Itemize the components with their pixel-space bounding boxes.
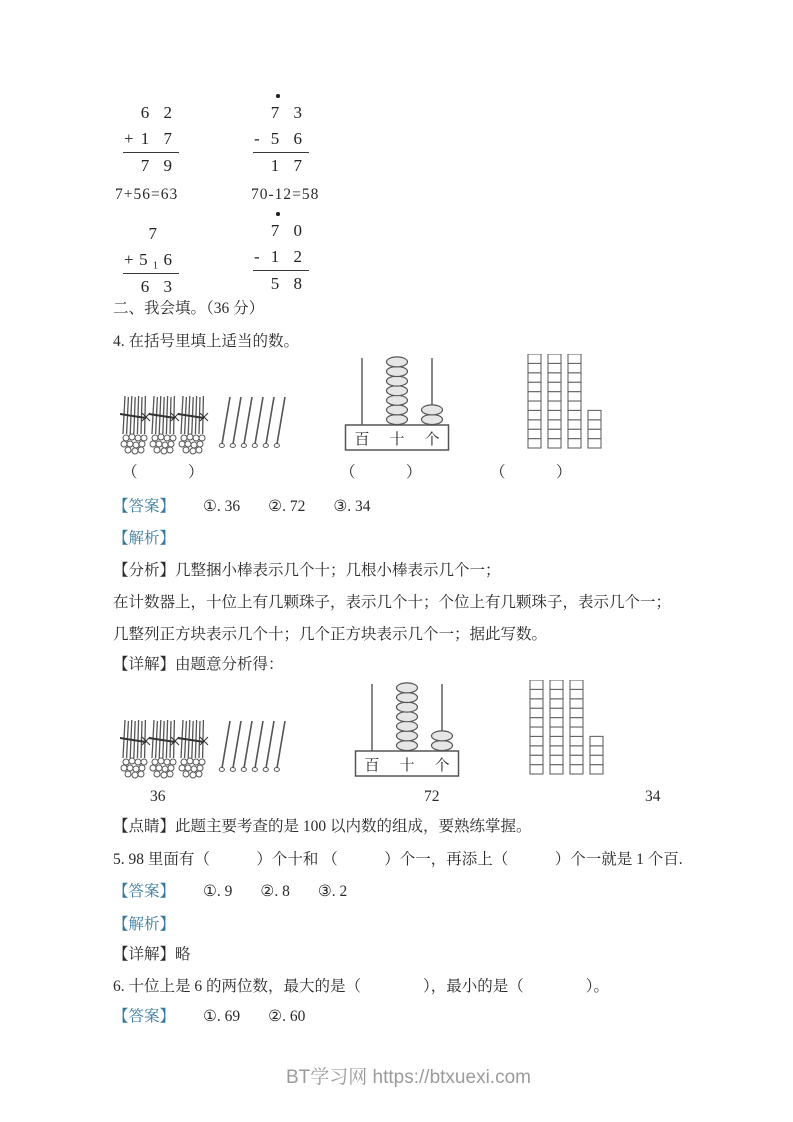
- section-heading: 二、我会填。（36 分）: [113, 300, 265, 317]
- bundled-sticks-figure: [120, 716, 288, 780]
- second-operand-row: [253, 126, 309, 153]
- vertical-problem-1: [123, 100, 179, 179]
- vertical-problem-2: [253, 100, 309, 179]
- analysis-line: 【分析】几整捆小棒表示几个十；几根小棒表示几个一；: [113, 562, 501, 579]
- abacus-counter-figure: [354, 682, 460, 779]
- answer-item: ①. 36: [203, 498, 241, 515]
- analysis-line: 几整列正方块表示几个十；几个正方块表示几个一；据此写数。: [113, 626, 548, 643]
- svg-text:百: 百: [354, 432, 370, 448]
- equation-text: 7+56=63: [115, 186, 179, 203]
- plus-operator: +: [124, 129, 134, 148]
- detail-line: 【详解】由题意分析得：: [113, 656, 284, 673]
- minus-operator: -: [254, 129, 260, 148]
- abacus-counter-figure: [344, 356, 450, 453]
- plus-operator: +: [124, 250, 134, 269]
- svg-text:个: 个: [424, 432, 440, 448]
- unit-blocks-figure: [527, 354, 603, 449]
- top-operand: 7 0: [270, 221, 307, 240]
- result: 6 3: [140, 277, 177, 296]
- svg-text:十: 十: [399, 758, 415, 774]
- unit-blocks-figure: [529, 680, 605, 775]
- detail-line: 【详解】略: [113, 946, 191, 963]
- borrow-dot-icon: [276, 94, 280, 98]
- analysis-line: 在计数器上，十位上有几颗珠子，表示几个十；个位上有几颗珠子，表示几个一；: [113, 594, 672, 611]
- note-line: 【点睛】此题主要考查的是 100 以内数的组成，要熟练掌握。: [113, 818, 532, 835]
- answer-item: ②. 72: [268, 498, 306, 515]
- result: 7 9: [140, 156, 177, 175]
- figure-value-label: 34: [645, 788, 661, 805]
- second-operand-row: [123, 126, 179, 153]
- question-4-title: 4. 在括号里填上适当的数。: [113, 333, 300, 350]
- top-operand: 7: [148, 224, 162, 243]
- answer-item: ①. 69: [203, 1008, 241, 1025]
- top-operand: 7 3: [270, 103, 307, 122]
- borrow-dot-icon: [276, 212, 280, 216]
- vertical-problem-3: [123, 221, 179, 300]
- question-5-title: 5. 98 里面有（ ）个十和 （ ）个一，再添上（ ）个一就是 1 个百.: [113, 851, 683, 868]
- second-operand: 5 6: [270, 129, 307, 148]
- answer-label: 【答案】: [113, 1008, 176, 1025]
- answer-item: ②. 8: [260, 883, 290, 900]
- answer-label: 【答案】: [113, 498, 176, 515]
- result: 1 7: [270, 156, 307, 175]
- blank-parentheses: （ ）: [122, 464, 205, 481]
- answer-label: 【答案】: [113, 883, 176, 900]
- figure-value-label: 36: [150, 788, 166, 805]
- svg-text:百: 百: [364, 758, 380, 774]
- analysis-label: 【解析】: [113, 916, 176, 933]
- second-operand: 1 7: [140, 129, 177, 148]
- answer-item: ③. 2: [317, 883, 348, 900]
- answer-item: ③. 34: [333, 498, 371, 515]
- answer-row-q5: [113, 881, 347, 903]
- svg-text:个: 个: [434, 758, 450, 774]
- second-operand: 1 2: [270, 247, 307, 266]
- vertical-problem-4: [253, 218, 309, 297]
- blank-parentheses: （ ）: [340, 464, 423, 481]
- figure-value-label: 72: [424, 788, 440, 805]
- result: 5 8: [270, 274, 307, 293]
- site-footer: BT学习网 https://btxuexi.com: [286, 1067, 531, 1088]
- minus-operator: -: [254, 247, 260, 266]
- svg-text:十: 十: [389, 432, 405, 448]
- analysis-label: 【解析】: [113, 530, 176, 547]
- blank-parentheses: （ ）: [490, 464, 573, 481]
- answer-item: ②. 60: [268, 1008, 306, 1025]
- second-operand-row: [253, 244, 309, 271]
- answer-row-q4: [113, 496, 370, 518]
- answer-row-q6: [113, 1006, 305, 1028]
- question-6-title: 6. 十位上是 6 的两位数，最大的是（ ），最小的是（ ）。: [113, 978, 610, 995]
- equation-text: 70-12=58: [251, 186, 320, 203]
- answer-item: ①. 9: [203, 883, 233, 900]
- bundled-sticks-figure: [120, 392, 288, 456]
- second-operand-row: [123, 247, 179, 274]
- second-operand-with-carry: 5₁6: [139, 250, 177, 269]
- top-operand: 6 2: [140, 103, 177, 122]
